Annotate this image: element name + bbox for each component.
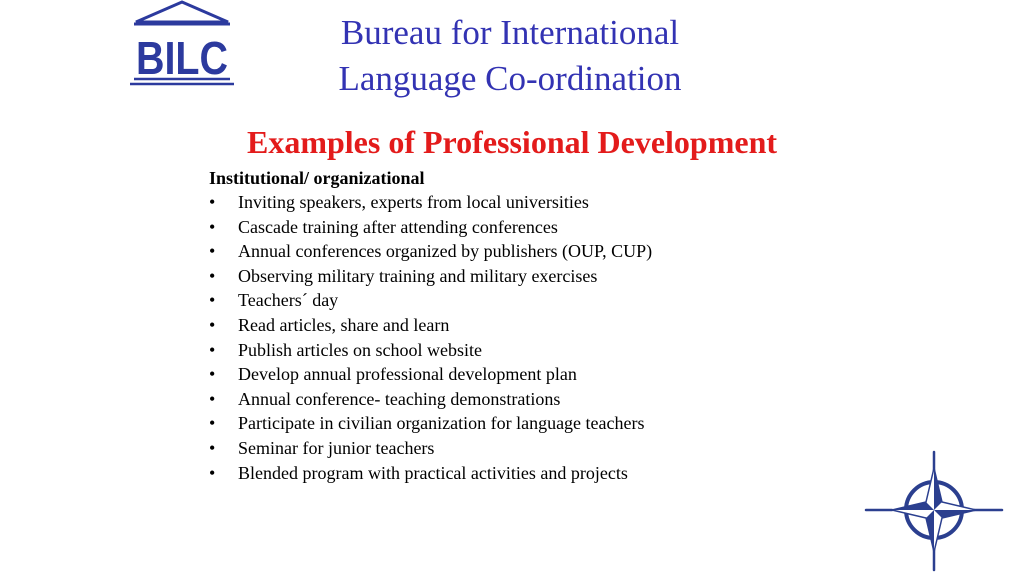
bullet-dot-icon: • — [209, 241, 216, 262]
bullet-item — [209, 411, 829, 436]
bullet-dot-icon: • — [209, 192, 216, 212]
bullet-item — [209, 461, 829, 486]
bullet-text: Inviting speakers, experts from local universities — [238, 192, 589, 212]
bullet-text: Observing military training and military exercises — [238, 265, 598, 286]
header-title — [300, 10, 720, 102]
bullet-item — [209, 239, 829, 264]
bullet-dot-icon: • — [209, 339, 216, 360]
bullet-text: Teachers´ day — [238, 290, 339, 311]
section-heading: Institutional/ organizational — [209, 168, 425, 188]
bullet-dot-icon: • — [209, 265, 216, 286]
bullet-dot-icon: • — [209, 388, 216, 409]
bullet-item — [209, 190, 829, 215]
bullet-text: Develop annual professional development plan — [238, 364, 577, 385]
header-title-line2: Language Co-ordination — [338, 59, 682, 98]
bullet-item — [209, 264, 829, 289]
bullet-text: Blended program with practical activities and projects — [238, 462, 628, 483]
bullet-item — [209, 387, 829, 412]
bullet-item — [209, 215, 829, 240]
nato-compass-star-icon — [862, 448, 1006, 572]
bullet-item — [209, 436, 829, 461]
bullet-dot-icon: • — [209, 216, 216, 237]
bullet-text: Publish articles on school website — [238, 339, 482, 360]
bullet-text: Seminar for junior teachers — [238, 437, 435, 458]
bullet-list — [209, 190, 829, 485]
bullet-dot-icon: • — [209, 314, 216, 335]
bullet-dot-icon: • — [209, 364, 216, 385]
bullet-text: Cascade training after attending conferences — [238, 216, 558, 237]
bilc-logo — [128, 0, 236, 86]
slide-title: Examples of Professional Development — [246, 124, 778, 160]
bullet-text: Read articles, share and learn — [238, 314, 450, 335]
bilc-logo-text: BILC — [136, 32, 228, 84]
bullet-item — [209, 338, 829, 363]
bullet-text: Annual conference- teaching demonstrations — [238, 388, 561, 409]
bullet-item — [209, 362, 829, 387]
slide-content — [209, 166, 829, 485]
bullet-dot-icon: • — [209, 437, 216, 458]
header-title-line1: Bureau for International — [340, 13, 680, 52]
bullet-item — [209, 313, 829, 338]
bullet-dot-icon: • — [209, 290, 216, 311]
bullet-item — [209, 288, 829, 313]
bullet-dot-icon: • — [209, 413, 216, 434]
bullet-dot-icon: • — [209, 462, 216, 483]
bullet-text: Annual conferences organized by publishers (OUP, CUP) — [238, 241, 653, 262]
bullet-text: Participate in civilian organization for language teachers — [238, 413, 645, 434]
